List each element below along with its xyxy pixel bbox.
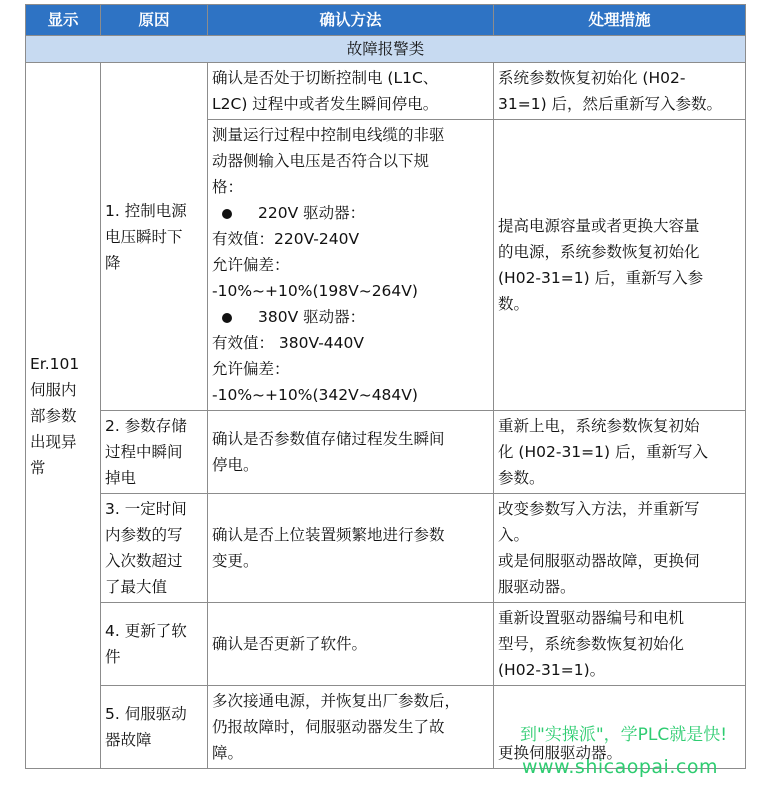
method-cell: 测量运行过程中控制电线缆的非驱 动器侧输入电压是否符合以下规 格： 220V 驱动器： 有效值：220V-240V 允许偏差： -10%~+10%(198V~264V) 380V 驱动器： 有效值： 380V-440V 允许偏差： -10%~+10%(342V~484V)	[208, 120, 494, 411]
action-cell: 重新设置驱动器编号和电机 型号，系统参数恢复初始化 (H02-31=1)。	[494, 603, 746, 686]
fault-table	[25, 4, 746, 769]
method-cell: 确认是否参数值存储过程发生瞬间 停电。	[208, 411, 494, 494]
cause-cell: 3. 一定时间 内参数的写 入次数超过 了最大值	[101, 494, 208, 603]
header-row	[26, 5, 746, 36]
method-cell: 确认是否上位装置频繁地进行参数 变更。	[208, 494, 494, 603]
table-row	[26, 63, 746, 120]
section-title: 故障报警类	[26, 36, 746, 63]
table-row	[26, 494, 746, 603]
watermark-slogan: 到"实操派"，学PLC就是快!	[520, 725, 728, 745]
cause-cell: 2. 参数存储 过程中瞬间 掉电	[101, 411, 208, 494]
action-cell: 改变参数写入方法，并重新写 入。 或是伺服驱动器故障，更换伺 服驱动器。	[494, 494, 746, 603]
watermark-url: www.shicaopai.com	[522, 756, 718, 778]
section-row	[26, 36, 746, 63]
action-cell: 系统参数恢复初始化 (H02- 31=1) 后，然后重新写入参数。	[494, 63, 746, 120]
bullet-icon	[222, 209, 232, 219]
cause-cell: 4. 更新了软 件	[101, 603, 208, 686]
action-cell: 重新上电，系统参数恢复初始 化 (H02-31=1) 后，重新写入 参数。	[494, 411, 746, 494]
bullet-icon	[222, 313, 232, 323]
table-row	[26, 411, 746, 494]
spec-220-line: 220V 驱动器：	[212, 200, 489, 226]
header-display: 显示	[26, 5, 101, 36]
action-cell: 更换伺服驱动器。	[494, 686, 746, 769]
cause-cell: 5. 伺服驱动 器故障	[101, 686, 208, 769]
spec-380-line: 380V 驱动器：	[212, 304, 489, 330]
header-action: 处理措施	[494, 5, 746, 36]
action-cell: 提高电源容量或者更换大容量 的电源，系统参数恢复初始化 (H02-31=1) 后，重新写入参 数。	[494, 120, 746, 411]
cause-cell: 1. 控制电源 电压瞬时下 降	[101, 63, 208, 411]
method-cell: 多次接通电源，并恢复出厂参数后， 仍报故障时，伺服驱动器发生了故 障。	[208, 686, 494, 769]
header-method: 确认方法	[208, 5, 494, 36]
header-cause: 原因	[101, 5, 208, 36]
method-cell: 确认是否处于切断控制电 (L1C、 L2C) 过程中或者发生瞬间停电。	[208, 63, 494, 120]
display-cell: Er.101 伺服内 部参数 出现异 常	[26, 63, 101, 769]
table-row	[26, 603, 746, 686]
method-cell: 确认是否更新了软件。	[208, 603, 494, 686]
